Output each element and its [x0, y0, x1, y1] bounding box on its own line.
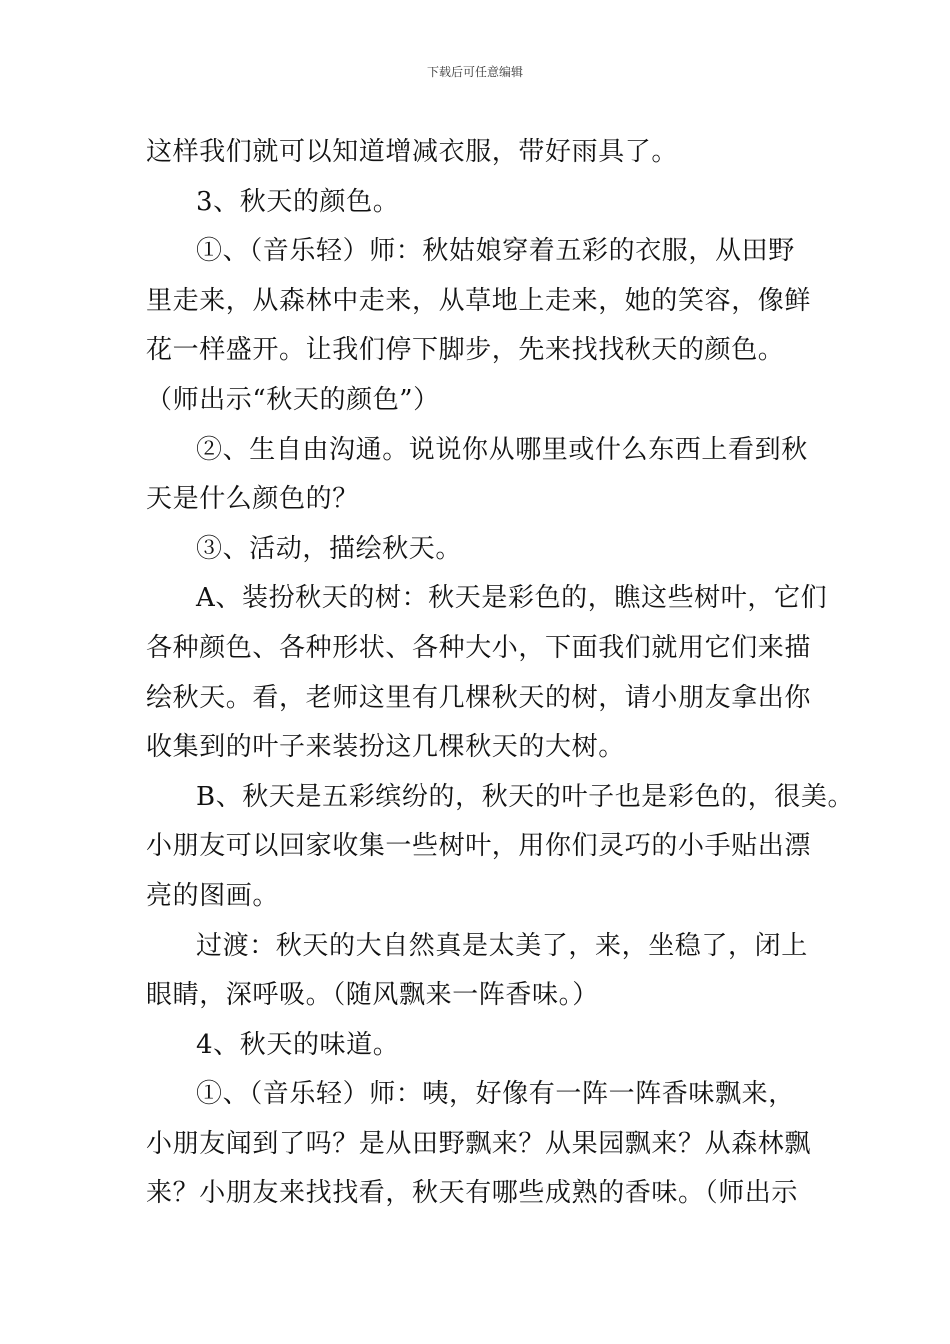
text-line: （师出示“秋天的颜色”） [146, 384, 440, 415]
text-line: ①、（音乐轻）师：秋姑娘穿着五彩的衣服，从田野 [196, 236, 795, 267]
text-line: ③、活动，描绘秋天。 [196, 533, 463, 564]
document-body [146, 128, 855, 1219]
text-line: 花一样盛开。让我们停下脚步，先来找找秋天的颜色。 [146, 335, 785, 366]
text-line: 这样我们就可以知道增减衣服，带好雨具了。 [146, 137, 679, 167]
text-line: 天是什么颜色的？ [146, 484, 359, 515]
text-line: A、装扮秋天的树：秋天是彩色的，瞧这些树叶，它们 [196, 583, 828, 614]
text-line: 亮的图画。 [146, 880, 280, 911]
page-header: 下载后可任意编辑 [426, 65, 523, 79]
text-line: 里走来，从森林中走来，从草地上走来，她的笑容，像鲜 [146, 285, 812, 316]
text-line: ①、（音乐轻）师：咦，好像有一阵一阵香味飘来， [196, 1079, 795, 1110]
text-line: 来？小朋友来找找看，秋天有哪些成熟的香味。（师出示 [146, 1178, 799, 1209]
text-line: 过渡：秋天的大自然真是太美了，来，坐稳了，闭上 [196, 930, 808, 961]
text-line: 绘秋天。看，老师这里有几棵秋天的树，请小朋友拿出你 [146, 682, 812, 713]
text-line: ②、生自由沟通。说说你从哪里或什么东西上看到秋 [196, 434, 808, 465]
text-line: B、秋天是五彩缤纷的，秋天的叶子也是彩色的，很美。 [196, 781, 855, 812]
section-heading: 4、秋天的味道。 [196, 1029, 400, 1060]
text-line: 眼睛，深呼吸。（随风飘来一阵香味。） [146, 980, 599, 1011]
text-line: 小朋友闻到了吗？是从田野飘来？从果园飘来？从森林飘 [146, 1128, 812, 1159]
text-line: 收集到的叶子来装扮这几棵秋天的大树。 [146, 732, 625, 763]
text-line: 小朋友可以回家收集一些树叶，用你们灵巧的小手贴出漂 [146, 831, 812, 862]
text-line: 各种颜色、各种形状、各种大小，下面我们就用它们来描 [146, 632, 812, 663]
section-heading: 3、秋天的颜色。 [196, 186, 400, 217]
